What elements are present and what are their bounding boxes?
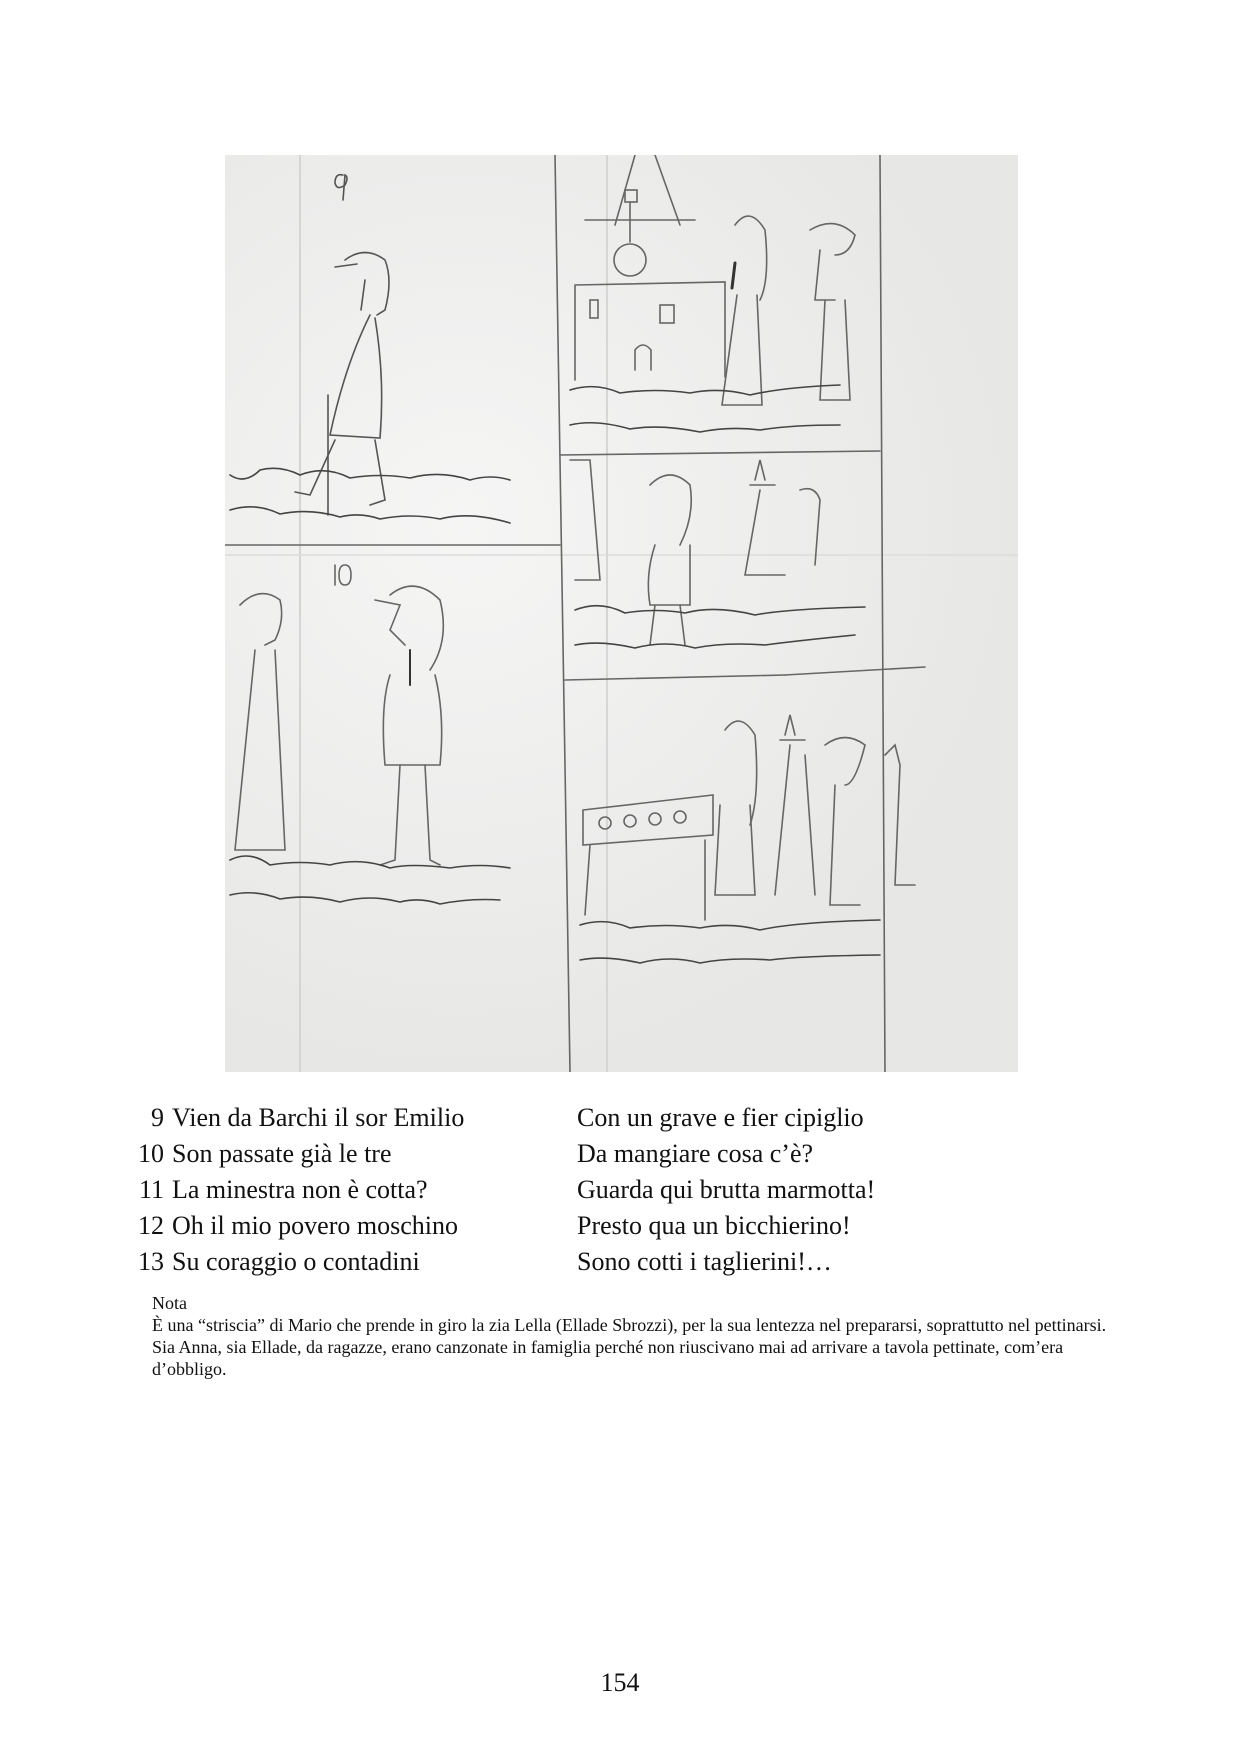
verse-first-line: Son passate già le tre xyxy=(172,1139,392,1168)
verse-row xyxy=(130,1172,1030,1208)
verse-row xyxy=(130,1136,1030,1172)
verse-second-line: Sono cotti i taglierini!… xyxy=(577,1247,832,1276)
verse-second-line: Con un grave e fier cipiglio xyxy=(577,1103,864,1132)
verse-number: 9 xyxy=(151,1103,164,1132)
comic-strip-sketch xyxy=(225,155,1018,1072)
verse-first-line: La minestra non è cotta? xyxy=(172,1175,428,1204)
note-body: È una “striscia” di Mario che prende in giro la zia Lella (Ellade Sbrozzi), per la sua lentezza nel prepararsi, soprattutto nel pettinarsi. Sia Anna, sia Ellade, da ragazze, erano canzonate in famiglia perché non riuscivano mai ad arrivare a tavola pettinate, com’era d’obbligo. xyxy=(152,1315,1107,1379)
verse-second-line: Presto qua un bicchierino! xyxy=(577,1211,851,1240)
verse-number: 11 xyxy=(138,1175,164,1204)
verse-transcription xyxy=(130,1100,1030,1280)
verse-first-line: Oh il mio povero moschino xyxy=(172,1211,458,1240)
verse-second-line: Guarda qui brutta marmotta! xyxy=(577,1175,876,1204)
page-number: 154 xyxy=(600,1668,640,1697)
verse-row xyxy=(130,1100,1030,1136)
verse-second-line: Da mangiare cosa c’è? xyxy=(577,1139,814,1168)
verse-number: 10 xyxy=(138,1139,164,1168)
verse-first-line: Vien da Barchi il sor Emilio xyxy=(172,1103,465,1132)
sketch-drawing xyxy=(225,155,1018,1072)
verse-row xyxy=(130,1208,1030,1244)
verse-row xyxy=(130,1244,1030,1280)
verse-number: 13 xyxy=(138,1247,164,1276)
note-section xyxy=(152,1292,1122,1380)
note-title: Nota xyxy=(152,1293,187,1313)
verse-number: 12 xyxy=(138,1211,164,1240)
verse-first-line: Su coraggio o contadini xyxy=(172,1247,420,1276)
